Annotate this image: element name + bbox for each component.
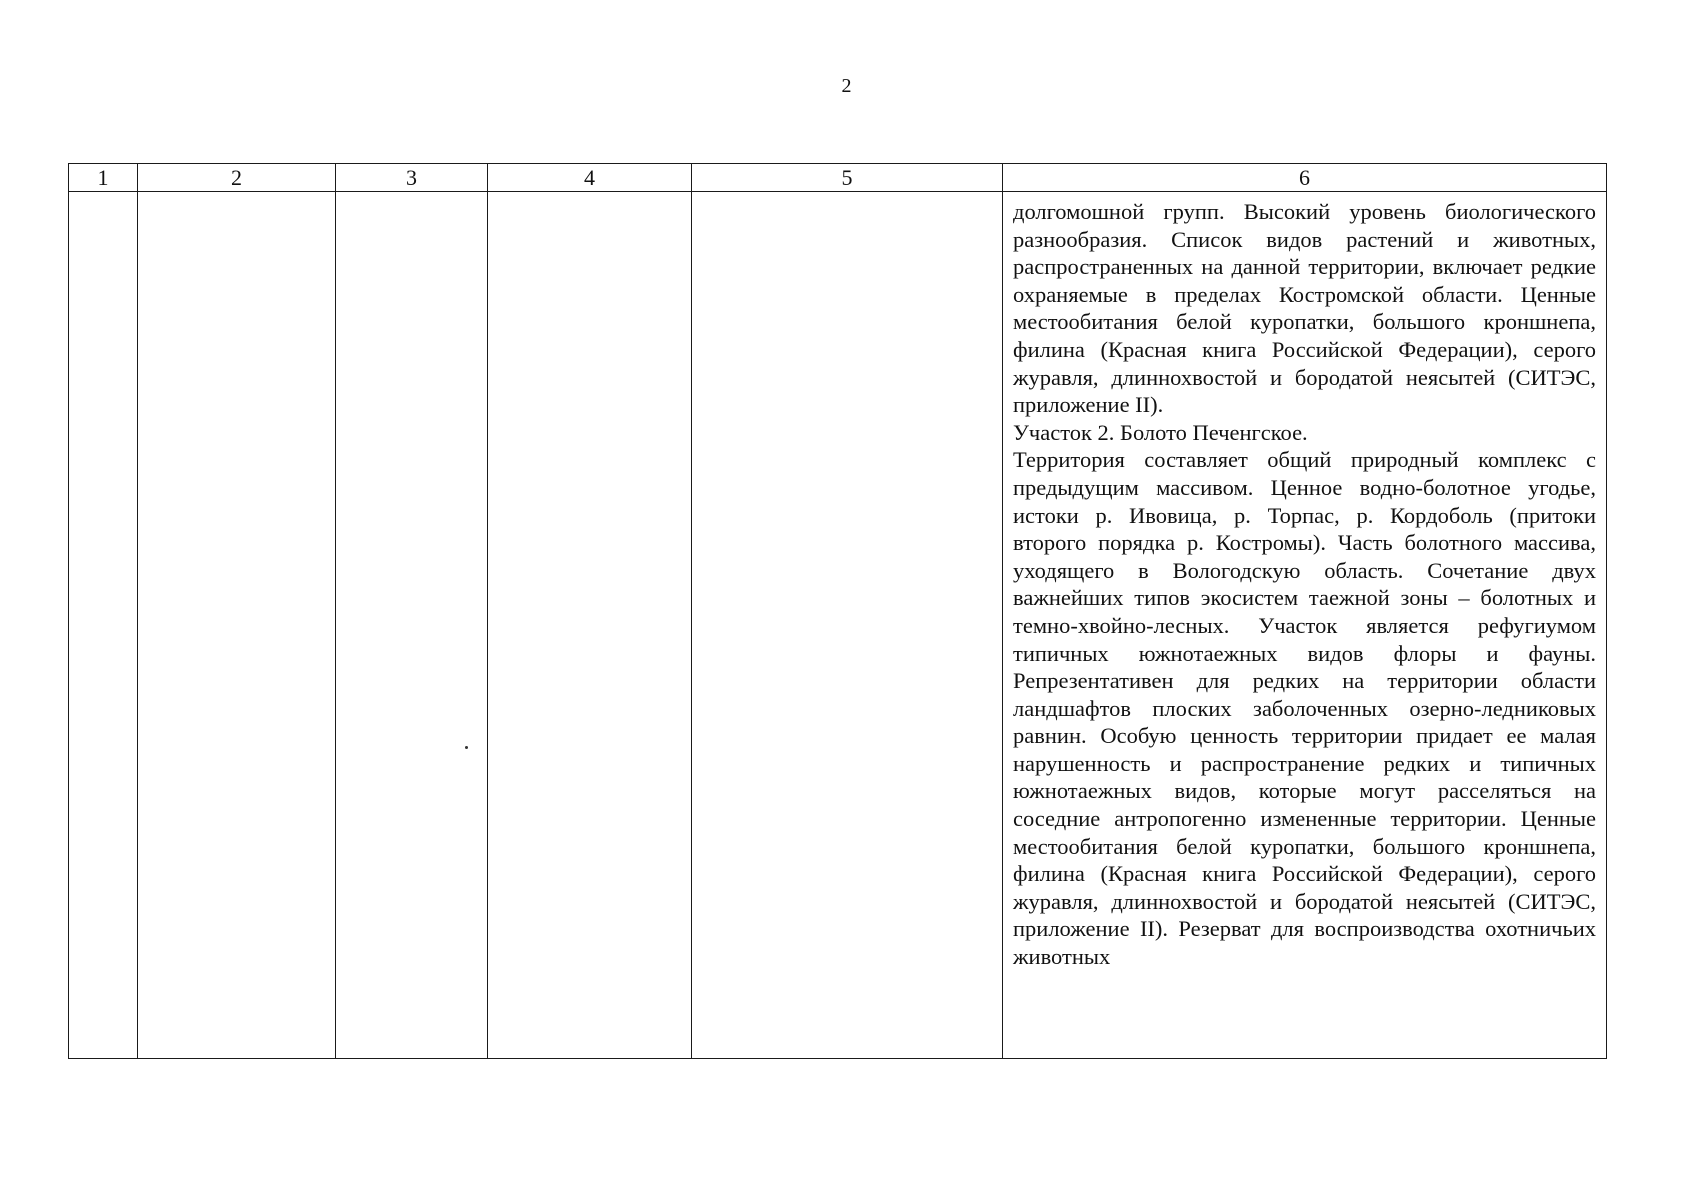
column-header-5: 5 [692, 164, 1003, 192]
column-header-2: 2 [138, 164, 336, 192]
description-paragraph-2: Территория составляет общий природный комплекс с предыдущим массивом. Ценное водно-болотное угодье, истоки р. Ивовица, р. Торпас, р. Кордоболь (притоки второго порядка р. Костромы). Часть болотного массива, уходящего в Вологодскую область. Сочетание двух важнейших типов экосистем таежной зоны – болотных и темно-хвойно-лесных. Участок является рефугиумом типичных южнотаежных видов флоры и фауны. Репрезентативен для редких на территории области ландшафтов плоских заболоченных озерно-ледниковых равнин. Особую ценность территории придает ее малая нарушенность и распространение редких и типичных южнотаежных видов, которые могут расселяться на соседние антропогенно измененные территории. Ценные местообитания белой куропатки, большого кроншнепа, филина (Красная книга Российской Федерации), серого журавля, длиннохвостой и бородатой неясытей (СИТЭС, приложение II). Резерват для воспроизводства охотничьих животных [1013, 447, 1596, 970]
cell-column-4 [488, 192, 692, 1059]
scan-speck [465, 746, 468, 749]
column-header-3: 3 [336, 164, 488, 192]
column-header-6: 6 [1003, 164, 1607, 192]
cell-column-6 [1003, 192, 1607, 1059]
page-number: 2 [841, 75, 852, 97]
document-table [68, 163, 1607, 1059]
cell-column-5 [692, 192, 1003, 1059]
header-row [69, 164, 1607, 192]
column-header-1: 1 [69, 164, 138, 192]
section-heading-plot-2: Участок 2. Болото Печенгское. [1013, 419, 1308, 445]
cell-column-1 [69, 192, 138, 1059]
column-header-4: 4 [488, 164, 692, 192]
cell-column-2 [138, 192, 336, 1059]
cell-column-3 [336, 192, 488, 1059]
description-paragraph-1: долгомошной групп. Высокий уровень биологического разнообразия. Список видов растений и животных, распространенных на данной территории, включает редкие охраняемые в пределах Костромской области. Ценные местообитания белой куропатки, большого кроншнепа, филина (Красная книга Российской Федерации), серого журавля, длиннохвостой и бородатой неясытей (СИТЭС, приложение II). [1013, 199, 1596, 418]
table-body [69, 192, 1607, 1059]
table-header [69, 164, 1607, 192]
table-row [69, 192, 1607, 1059]
